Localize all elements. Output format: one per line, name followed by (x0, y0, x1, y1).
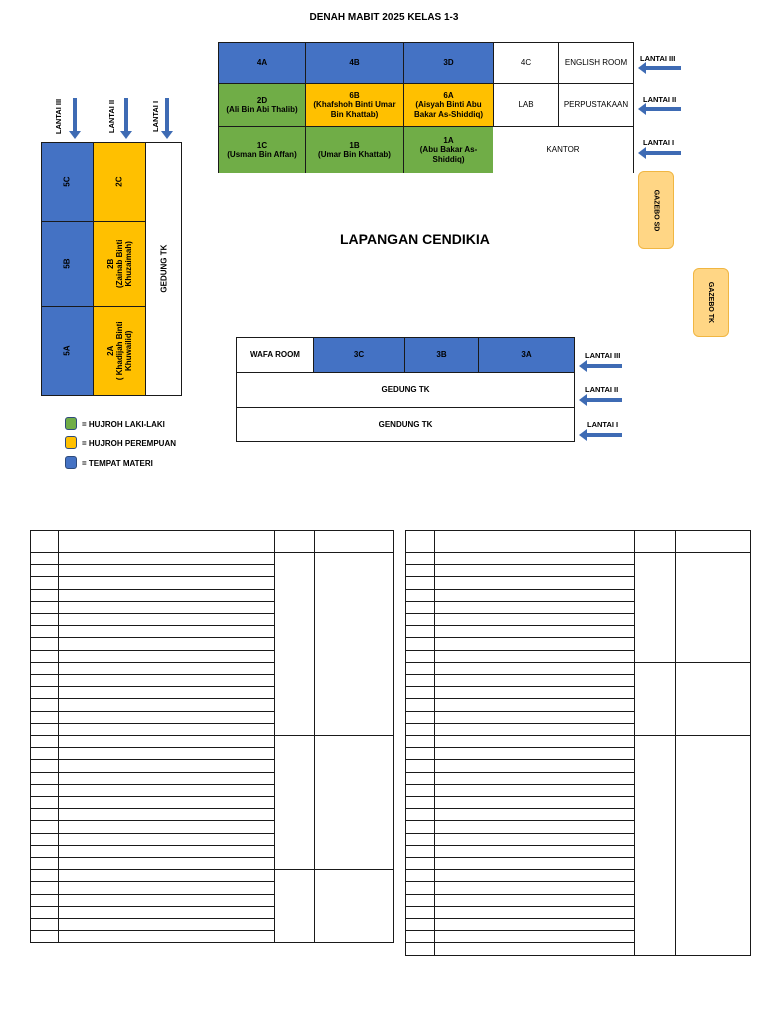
table-line (405, 637, 634, 638)
room-1c: 1C (Usman Bin Affan) (218, 126, 306, 173)
room-3d: 3D (403, 42, 494, 84)
table-line (30, 930, 274, 931)
table-line (30, 735, 274, 736)
arrow-left-icon (586, 433, 622, 437)
table-line (30, 857, 274, 858)
room-english: ENGLISH ROOM (558, 42, 634, 84)
room-5c: 5C (41, 142, 94, 222)
table-line (405, 735, 634, 736)
gedung-tk-bottom-1: GENDUNG TK (236, 407, 575, 442)
room-3a: 3A (478, 337, 575, 373)
table-line (405, 942, 634, 943)
table-line (30, 759, 274, 760)
table-line (30, 711, 274, 712)
legend-label-laki: = HUJROH LAKI-LAKI (82, 420, 165, 429)
table-line (405, 955, 750, 956)
room-1b: 1B (Umar Bin Khattab) (305, 126, 404, 173)
gedung-tk-bottom-2: GEDUNG TK (236, 372, 575, 408)
table-line (30, 552, 393, 553)
table-line (405, 530, 406, 956)
table-line (274, 530, 275, 943)
left-lantai-2-label: LANTAI II (107, 99, 117, 134)
table-line (274, 735, 393, 736)
table-line (405, 906, 634, 907)
table-line (30, 772, 274, 773)
table-line (30, 942, 393, 943)
arrow-down-icon (73, 98, 77, 132)
table-line (30, 820, 274, 821)
table-line (274, 869, 393, 870)
left-lantai-3-label: LANTAI III (54, 98, 64, 135)
room-perpustakaan: PERPUSTAKAAN (558, 83, 634, 127)
table-line (30, 530, 393, 531)
room-2d: 2D (Ali Bin Abi Thalib) (218, 83, 306, 127)
table-line (30, 894, 274, 895)
table-line (30, 601, 274, 602)
table-line (405, 613, 634, 614)
arrow-left-icon (586, 364, 622, 368)
table-line (405, 530, 750, 531)
table-line (30, 674, 274, 675)
table-line (30, 637, 274, 638)
table-line (30, 650, 274, 651)
table-line (405, 552, 750, 553)
arrow-down-icon (124, 98, 128, 132)
table-line (405, 820, 634, 821)
table-line (405, 833, 634, 834)
table-line (405, 881, 634, 882)
table-line (405, 747, 634, 748)
lapangan-label: LAPANGAN CENDIKIA (340, 231, 490, 247)
page-title: DENAH MABIT 2025 KELAS 1-3 (309, 12, 459, 23)
table-line (30, 747, 274, 748)
table-line (750, 530, 751, 956)
table-line (405, 589, 634, 590)
table-line (30, 881, 274, 882)
legend-label-materi: = TEMPAT MATERI (82, 459, 153, 468)
room-4c: 4C (493, 42, 559, 84)
room-3c: 3C (313, 337, 405, 373)
table-line (30, 784, 274, 785)
table-line (314, 530, 315, 943)
room-6a: 6A (Aisyah Binti Abu Bakar As-Shiddiq) (403, 83, 494, 127)
room-4a: 4A (218, 42, 306, 84)
table-line (405, 576, 634, 577)
table-line (30, 564, 274, 565)
table-line (405, 674, 634, 675)
table-line (30, 918, 274, 919)
table-line (393, 530, 394, 943)
table-line (30, 625, 274, 626)
table-line (30, 845, 274, 846)
gedung-tk-left: GEDUNG TK (145, 142, 182, 396)
gazebo-sd: GAZEBO SD (638, 171, 674, 249)
table-line (30, 613, 274, 614)
table-line (30, 686, 274, 687)
table-line (405, 698, 634, 699)
table-line (405, 845, 634, 846)
table-line (634, 530, 635, 956)
table-line (405, 686, 634, 687)
arrow-left-icon (586, 398, 622, 402)
table-line (405, 930, 634, 931)
table-line (30, 723, 274, 724)
legend-swatch-orange (65, 436, 77, 449)
arrow-left-icon (645, 66, 681, 70)
table-line (405, 918, 634, 919)
top-lantai-2-label: LANTAI II (643, 95, 677, 104)
table-line (30, 833, 274, 834)
table-line (634, 735, 750, 736)
table-line (30, 698, 274, 699)
room-5b: 5B (41, 221, 94, 307)
room-kantor: KANTOR (493, 126, 634, 173)
gazebo-tk: GAZEBO TK (693, 268, 729, 337)
bottom-lantai-2-label: LANTAI II (585, 385, 619, 394)
table-line (405, 650, 634, 651)
table-line (30, 808, 274, 809)
table-line (30, 589, 274, 590)
arrow-down-icon (165, 98, 169, 132)
arrow-left-icon (645, 107, 681, 111)
table-line (405, 869, 634, 870)
table-line (405, 808, 634, 809)
room-2a: 2A ( Khadijah Binti Khuwailid) (93, 306, 146, 396)
room-5a: 5A (41, 306, 94, 396)
table-line (405, 784, 634, 785)
table-line (30, 869, 274, 870)
table-line (30, 796, 274, 797)
room-wafa: WAFA ROOM (236, 337, 314, 373)
room-lab: LAB (493, 83, 559, 127)
table-line (30, 906, 274, 907)
table-line (30, 662, 274, 663)
table-line (675, 530, 676, 956)
table-line (30, 576, 274, 577)
room-2c: 2C (93, 142, 146, 222)
top-lantai-3-label: LANTAI III (640, 54, 676, 63)
left-lantai-1-label: LANTAI I (151, 100, 161, 133)
arrow-left-icon (645, 151, 681, 155)
table-line (634, 662, 750, 663)
room-3b: 3B (404, 337, 479, 373)
legend-label-perempuan: = HUJROH PEREMPUAN (82, 439, 177, 448)
table-line (405, 711, 634, 712)
room-2b: 2B (Zainab Binti Khuzaimah) (93, 221, 146, 307)
bottom-lantai-1-label: LANTAI I (587, 420, 619, 429)
table-line (405, 857, 634, 858)
table-line (405, 796, 634, 797)
room-4b: 4B (305, 42, 404, 84)
legend-swatch-green (65, 417, 77, 430)
table-line (405, 723, 634, 724)
table-line (405, 894, 634, 895)
table-line (405, 601, 634, 602)
top-lantai-1-label: LANTAI I (643, 138, 675, 147)
table-line (405, 772, 634, 773)
table-line (434, 530, 435, 956)
table-line (405, 759, 634, 760)
table-line (405, 625, 634, 626)
legend-swatch-blue (65, 456, 77, 469)
table-line (405, 564, 634, 565)
table-line (405, 662, 634, 663)
room-6b: 6B (Khafshoh Binti Umar Bin Khattab) (305, 83, 404, 127)
bottom-lantai-3-label: LANTAI III (585, 351, 621, 360)
room-1a: 1A (Abu Bakar As-Shiddiq) (403, 126, 494, 173)
